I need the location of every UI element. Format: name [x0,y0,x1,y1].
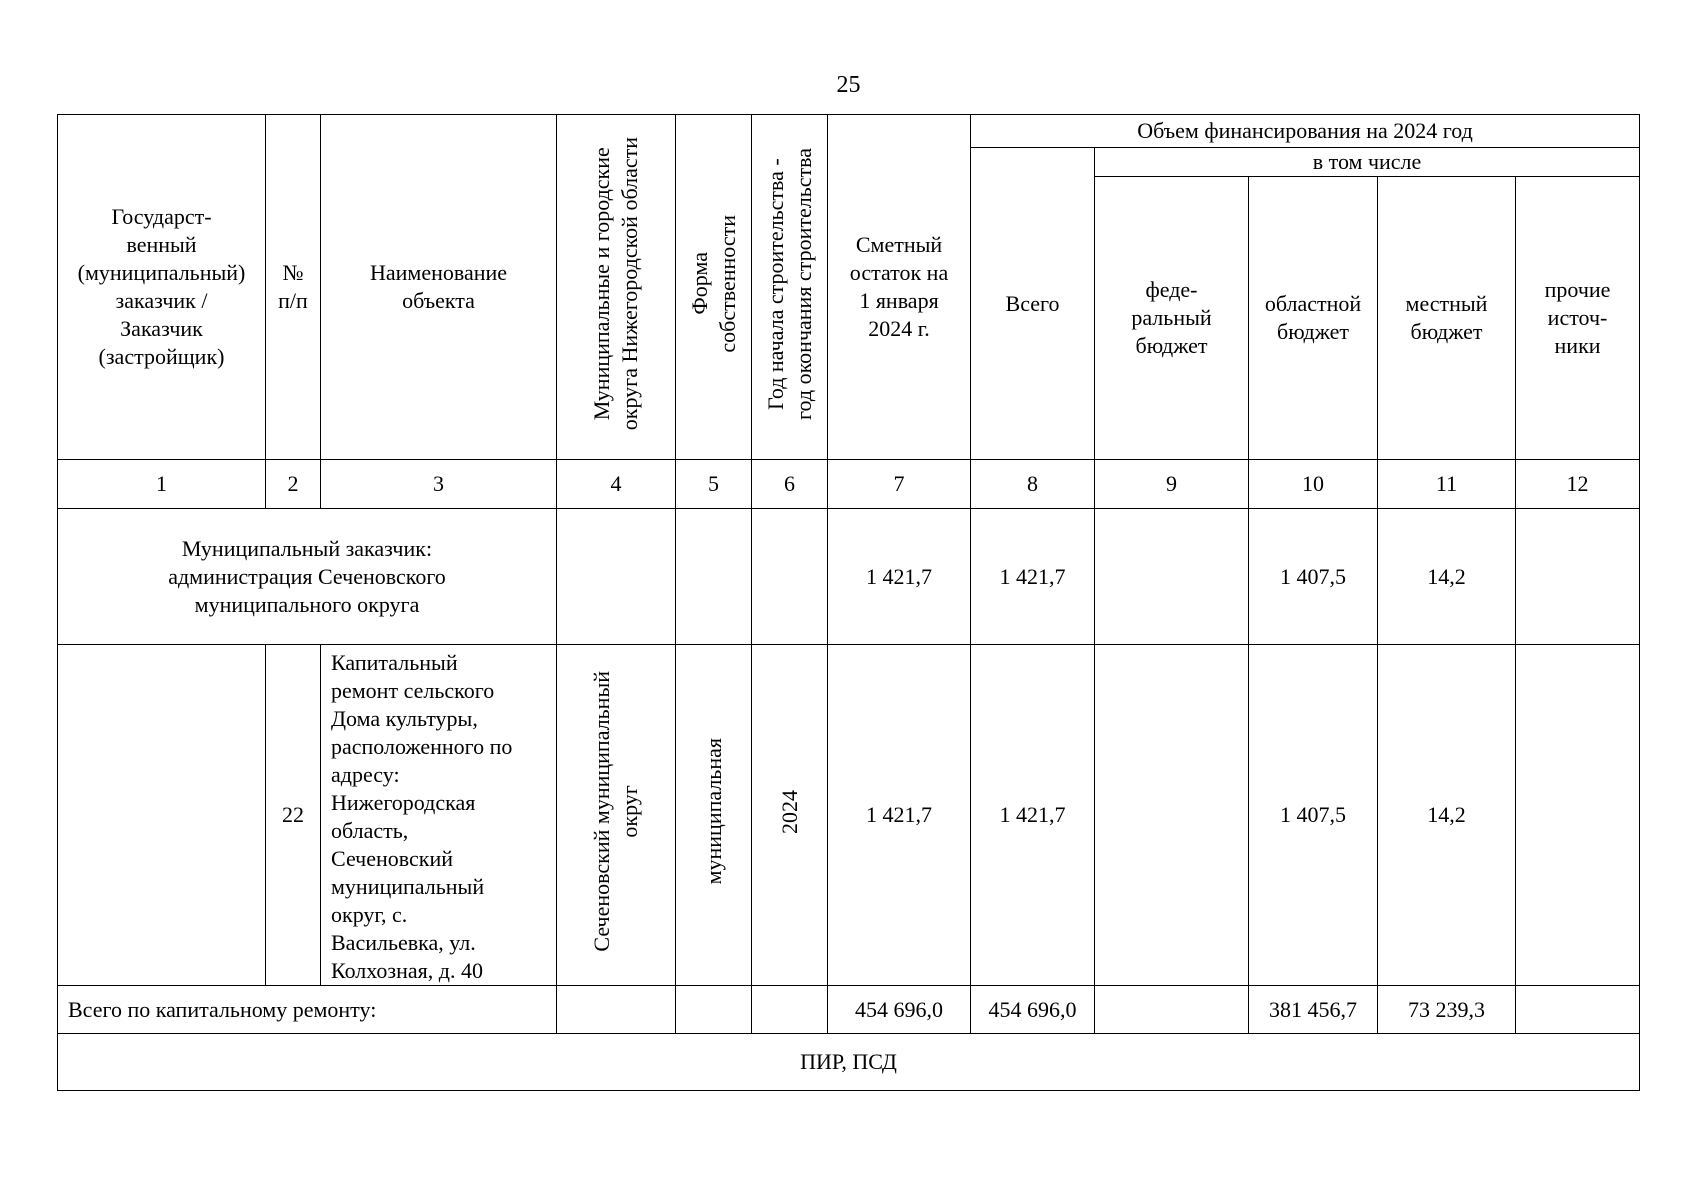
header-object-name-text: Наименование объекта [369,260,508,313]
header-estimated-balance [828,115,971,460]
customer-regional: 1 407,5 [1249,509,1378,645]
total-federal [1095,986,1249,1034]
header-ownership [676,115,752,460]
customer-total: 1 421,7 [971,509,1095,645]
financing-table [57,114,1640,1091]
object-row [58,645,1640,986]
colnum: 5 [676,460,752,509]
object-ownership-text: муниципальная [700,738,726,885]
object-name [321,645,557,986]
colnum: 12 [1516,460,1640,509]
object-ownership [676,645,752,986]
cell-empty [752,509,828,645]
total-row [58,986,1640,1034]
colnum: 8 [971,460,1095,509]
cell-empty [557,509,676,645]
header-financing-title: Объем финансирования на 2024 год [971,115,1640,148]
header-ownership-text: Форма собственности [686,214,740,353]
object-years-text: 2024 [776,789,802,834]
header-other-text: прочие источ- ники [1544,277,1611,358]
colnum: 10 [1249,460,1378,509]
customer-label [58,509,557,645]
header-regional-text: областной бюджет [1264,291,1362,344]
colnum: 2 [266,460,321,509]
header-customer [58,115,266,460]
colnum: 6 [752,460,828,509]
cell-empty [676,509,752,645]
colnum: 9 [1095,460,1249,509]
object-local: 14,2 [1378,645,1516,986]
header-years [752,115,828,460]
section-row [58,1034,1640,1091]
object-district-text: Сеченовский муниципальный округ [589,671,642,952]
customer-federal [1095,509,1249,645]
header-number-text: № п/п [278,260,308,313]
header-local [1378,177,1516,460]
total-estimated-balance: 454 696,0 [828,986,971,1034]
header-number [266,115,321,460]
object-name-text: Капитальный ремонт сельского Дома культуры, расположенного по адресу: Нижегородская область, Сеченовский муниципальный округ, с. Васильевка, ул. Колхозная, д. 40 [331,650,513,983]
customer-estimated-balance: 1 421,7 [828,509,971,645]
cell-empty [557,986,676,1034]
header-estimated-balance-text: Сметный остаток на 1 января 2024 г. [849,232,949,341]
cell-empty [752,986,828,1034]
header-including: в том числе [1095,148,1640,177]
object-number: 22 [266,645,321,986]
object-total: 1 421,7 [971,645,1095,986]
header-district [557,115,676,460]
object-other [1516,645,1640,986]
total-regional: 381 456,7 [1249,986,1378,1034]
total-local: 73 239,3 [1378,986,1516,1034]
page-number: 25 [836,72,861,98]
customer-label-text: Муниципальный заказчик: администрация Сеченовского муниципального округа [168,535,446,617]
column-numbers-row [58,460,1640,509]
object-estimated-balance: 1 421,7 [828,645,971,986]
header-local-text: местный бюджет [1405,291,1488,344]
colnum: 4 [557,460,676,509]
header-federal-text: феде- ральный бюджет [1131,277,1212,358]
customer-other [1516,509,1640,645]
header-years-text: Год начала строительства - год окончания строительства [762,147,816,420]
colnum: 3 [321,460,557,509]
header-object-name [321,115,557,460]
cell-empty [58,645,266,986]
customer-row [58,509,1640,645]
header-other [1516,177,1640,460]
total-other [1516,986,1640,1034]
total-total: 454 696,0 [971,986,1095,1034]
colnum: 11 [1378,460,1516,509]
customer-local: 14,2 [1378,509,1516,645]
header-regional [1249,177,1378,460]
cell-empty [676,986,752,1034]
object-federal [1095,645,1249,986]
total-label: Всего по капитальному ремонту: [58,986,557,1034]
section-title: ПИР, ПСД [58,1034,1640,1091]
colnum: 1 [58,460,266,509]
object-regional: 1 407,5 [1249,645,1378,986]
colnum: 7 [828,460,971,509]
object-district [557,645,676,986]
header-district-text: Муниципальные и городские округа Нижегородской области [589,136,642,431]
header-federal [1095,177,1249,460]
header-total: Всего [971,148,1095,460]
object-years [752,645,828,986]
header-customer-text: Государст- венный (муниципальный) заказчик / Заказчик (застройщик) [77,204,246,369]
